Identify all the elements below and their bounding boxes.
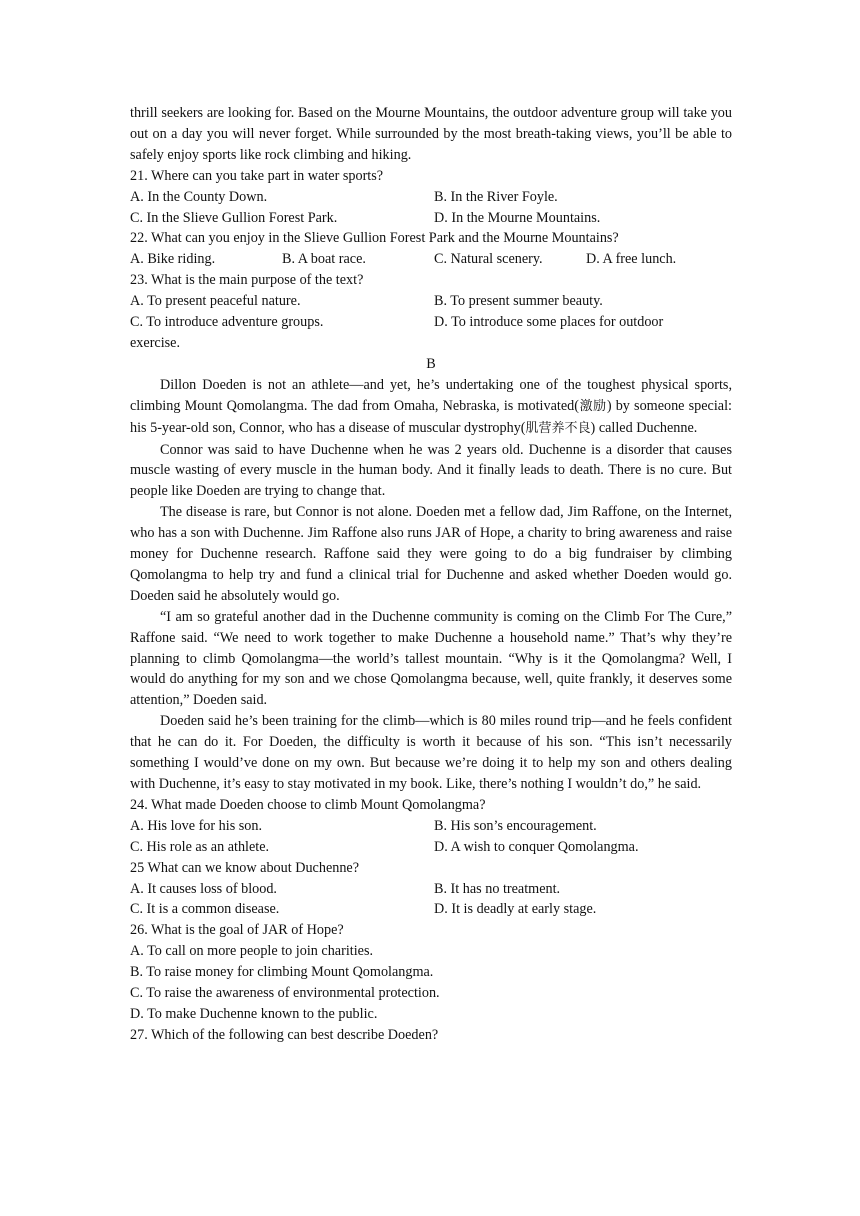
question-25-options-row-1 [130, 879, 732, 900]
passage-b-paragraph-3: The disease is rare, but Connor is not alone. Doeden met a fellow dad, Jim Raffone, on the Internet, who has a son with Duchenne. Jim Raffone also runs JAR of Hope, a charity to bring awareness and raise money for Duchenne research. Raffone said they were going to do a big fundraiser by climbing Qomolangma to help try and fund a clinical trial for Duchenne and asked whether Doeden would go. Doeden said he absolutely would go. [130, 504, 732, 604]
question-21 [130, 166, 732, 229]
option-23-c: C. To introduce adventure groups. [130, 314, 324, 331]
option-25-c: C. It is a common disease. [130, 901, 280, 918]
option-21-a: A. In the County Down. [130, 188, 268, 205]
question-23-options-row-1 [130, 291, 732, 312]
question-21-options-row-2 [130, 208, 732, 229]
option-25-b: B. It has no treatment. [434, 880, 561, 897]
question-26-stem: 26. What is the goal of JAR of Hope? [130, 922, 344, 939]
passage-b-paragraph-5: Doeden said he’s been training for the climb—which is 80 miles round trip—and he feels confident that he can do it. For Doeden, the difficulty is worth it because of his son. “This isn’t necessarily something I would’ve done on my own. But because we’re doing it to help my son and others dealing with Duchenne, it’s easy to stay motivated in my book. Like, there’s nothing I wouldn’t do,” he said. [130, 713, 732, 792]
option-23-d-continued: exercise. [130, 334, 181, 351]
paragraph-1-gloss-dystrophy: 肌营养不良 [525, 420, 591, 436]
question-24-stem: 24. What made Doeden choose to climb Mount Qomolangma? [130, 796, 486, 813]
option-21-b: B. In the River Foyle. [434, 188, 558, 205]
section-b-heading: B [426, 355, 436, 372]
paragraph-1-text-b: ) by someone special: his 5-year-old son, Connor, who has a disease of muscular dystrophy( [130, 397, 732, 436]
option-23-a: A. To present peaceful nature. [130, 293, 301, 310]
option-24-d: D. A wish to conquer Qomolangma. [434, 838, 639, 855]
option-23-d: D. To introduce some places for outdoor [434, 314, 664, 331]
paragraph-1-text-a: Dillon Doeden is not an athlete—and yet, he’s undertaking one of the toughest physical sports, climbing Mount Qomolangma. The dad from Omaha, Nebraska, is motivated( [130, 376, 732, 414]
question-25-options-row-2 [130, 899, 732, 920]
question-27 [130, 1025, 732, 1046]
option-25-d: D. It is deadly at early stage. [434, 901, 597, 918]
option-21-c: C. In the Slieve Gullion Forest Park. [130, 209, 338, 226]
question-23 [130, 270, 732, 354]
question-25-stem: 25 What can we know about Duchenne? [130, 859, 360, 876]
paragraph-1-text-c: ) called Duchenne. [590, 419, 698, 436]
question-24-options-row-1 [130, 816, 732, 837]
option-23-b: B. To present summer beauty. [434, 293, 603, 310]
question-22 [130, 228, 732, 270]
exam-page [130, 103, 732, 1046]
option-26-c: C. To raise the awareness of environmental protection. [130, 985, 440, 1002]
question-21-options-row-1 [130, 187, 732, 208]
question-21-stem: 21. Where can you take part in water sports? [130, 167, 384, 184]
question-24-options-row-2 [130, 837, 732, 858]
question-26 [130, 920, 732, 1025]
option-24-a: A. His love for his son. [130, 817, 263, 834]
passage-b-paragraph-2: Connor was said to have Duchenne when he was 2 years old. Duchenne is a disorder that causes muscle wasting of every muscle in the human body. And it finally leads to death. There is no cure. But people like Doeden are trying to change that. [130, 441, 732, 500]
option-26-d: D. To make Duchenne known to the public. [130, 1005, 378, 1022]
option-25-a: A. It causes loss of blood. [130, 880, 277, 897]
question-27-stem: 27. Which of the following can best describe Doeden? [130, 1026, 439, 1043]
paragraph-1-gloss-motivated: 激励 [578, 398, 607, 414]
question-22-options [130, 249, 732, 270]
option-22-a: A. Bike riding. [130, 251, 216, 268]
question-25 [130, 858, 732, 921]
option-26-a: A. To call on more people to join charities. [130, 943, 374, 960]
option-26-b: B. To raise money for climbing Mount Qomolangma. [130, 964, 434, 981]
passage-a-ending: thrill seekers are looking for. Based on the Mourne Mountains, the outdoor adventure group will take you out on a day you will never forget. While surrounded by the most breath-taking views, you’ll be able to safely enjoy sports like rock climbing and hiking. [130, 105, 732, 163]
option-24-b: B. His son’s encouragement. [434, 817, 597, 834]
passage-b-paragraph-4: “I am so grateful another dad in the Duchenne community is coming on the Climb For The Cure,” Raffone said. “We need to work together to make Duchenne a household name.” That’s why they’re planning to climb Qomolangma—the world’s tallest mountain. “Why is it the Qomolangma? Well, I would do anything for my son and we chose Qomolangma because, well, quite frankly, it deserves some attention,” Doeden said. [130, 608, 732, 709]
question-22-stem: 22. What can you enjoy in the Slieve Gullion Forest Park and the Mourne Mountains? [130, 230, 619, 247]
question-23-options-row-2 [130, 312, 732, 333]
passage-b-paragraph-1 [130, 375, 732, 440]
option-21-d: D. In the Mourne Mountains. [434, 209, 601, 226]
option-22-d: D. A free lunch. [586, 251, 677, 268]
option-24-c: C. His role as an athlete. [130, 838, 270, 855]
question-23-stem: 23. What is the main purpose of the text? [130, 272, 364, 289]
question-24 [130, 795, 732, 858]
option-22-b: B. A boat race. [282, 251, 366, 268]
option-22-c: C. Natural scenery. [434, 251, 543, 268]
